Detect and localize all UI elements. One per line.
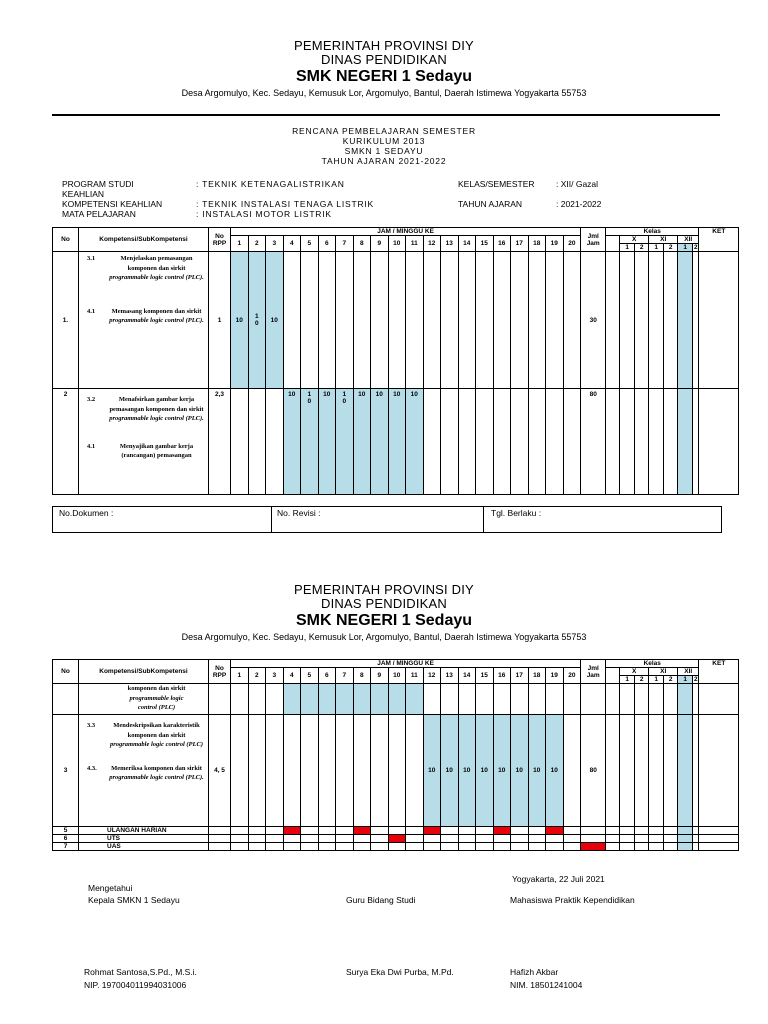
table-row <box>53 827 739 835</box>
sem: 1 <box>678 244 693 252</box>
week-13: 13 <box>441 236 459 252</box>
school-title: SMK NEGERI 1 Sedayu <box>295 68 473 85</box>
week-7: 7 <box>336 668 354 684</box>
week-15: 15 <box>476 668 494 684</box>
cell-w11: 10 <box>406 389 424 495</box>
week-10: 10 <box>388 668 406 684</box>
row-jml: 80 <box>581 389 606 495</box>
table-row <box>53 684 739 715</box>
cell-w17: 10 <box>511 715 529 827</box>
header-divider <box>52 114 720 116</box>
school-title-2: SMK NEGERI 1 Sedayu <box>295 612 473 629</box>
cell-w18: 10 <box>528 715 546 827</box>
sem: 1 <box>620 676 635 684</box>
week-1: 1 <box>231 236 249 252</box>
week-15: 15 <box>476 236 494 252</box>
col-jam: JAM / MINGGU KE <box>231 660 581 668</box>
table-row <box>53 389 739 495</box>
week-17: 17 <box>511 668 529 684</box>
plan-kurikulum: KURIKULUM 2013 <box>342 136 426 146</box>
week-16: 16 <box>493 668 511 684</box>
week-6: 6 <box>318 236 336 252</box>
row-rpp: 1 <box>209 252 231 389</box>
place-date: Yogyakarta, 22 Juli 2021 <box>512 874 605 884</box>
divider <box>483 507 484 532</box>
class-xii: XII <box>678 236 699 244</box>
class-xi: XI <box>649 236 678 244</box>
divider <box>271 507 272 532</box>
cell-w3: 10 <box>266 252 284 389</box>
program-label: PROGRAM STUDI <box>62 179 134 189</box>
kepala-name: Rohmat Santosa,S.Pd., M.S.i. <box>84 967 197 977</box>
cell-w1: 10 <box>231 252 249 389</box>
sem: 2 <box>664 244 678 252</box>
week-11: 11 <box>406 668 424 684</box>
cell-w14: 10 <box>458 715 476 827</box>
document-footer <box>52 506 722 533</box>
week-19: 19 <box>546 236 564 252</box>
row-komp: komponen dan sirkit programmable logic control (PLC) <box>79 684 209 715</box>
sem: 1 <box>678 676 693 684</box>
no-dokumen: No.Dokumen : <box>59 508 114 518</box>
plan-title: RENCANA PEMBELAJARAN SEMESTER <box>292 126 476 136</box>
table-row <box>53 715 739 827</box>
col-no: No <box>53 660 79 684</box>
mapel-value: : INSTALASI MOTOR LISTRIK <box>196 209 332 219</box>
sem: 1 <box>649 244 664 252</box>
sem: 1 <box>649 676 664 684</box>
no-revisi: No. Revisi : <box>277 508 321 518</box>
row-no: 7 <box>53 843 79 851</box>
sem: 2 <box>635 244 649 252</box>
mhs-name: Hafizh Akbar <box>510 967 559 977</box>
gov-title-2: PEMERINTAH PROVINSI DIY <box>294 582 474 597</box>
class-x: X <box>620 668 649 676</box>
row-rpp: 4, 5 <box>209 715 231 827</box>
col-ket: KET <box>699 660 739 684</box>
row-komp: 3.3 Mendeskripsikan karakteristik komponen dan sirkit programmable logic control (PLC) 4.3. Memeriksa komponen dan sirkit programmable logic control (PLC). <box>79 715 209 827</box>
row-no: 3 <box>53 715 79 827</box>
mahasiswa-title: Mahasiswa Praktik Kependidikan <box>510 895 635 905</box>
cell-w7: 1 0 <box>336 389 354 495</box>
col-ket: KET <box>699 228 739 252</box>
tahun-label: TAHUN AJARAN <box>458 199 523 209</box>
week-4: 4 <box>283 668 301 684</box>
dept-title: DINAS PENDIDIKAN <box>320 52 447 67</box>
week-19: 19 <box>546 668 564 684</box>
week-5: 5 <box>301 236 319 252</box>
row-label: UTS <box>79 835 209 843</box>
sem: 2 <box>693 244 698 251</box>
week-3: 3 <box>266 236 284 252</box>
row-jml: 80 <box>581 715 606 827</box>
row-komp: 3.1 Menjelaskan pemasangan komponen dan sirkit programmable logic control (PLC). 4.1 Memasang komponen dan sirkit programmable logic control (PLC). <box>79 252 209 389</box>
row-jml: 30 <box>581 252 606 389</box>
col-kelas: Kelas <box>606 228 699 236</box>
mapel-label: MATA PELAJARAN <box>62 209 136 219</box>
sem: 2 <box>664 676 678 684</box>
class-xi: XI <box>649 668 678 676</box>
plan-year: TAHUN AJARAN 2021-2022 <box>321 156 447 166</box>
gov-title: PEMERINTAH PROVINSI DIY <box>294 38 474 53</box>
schedule-table-page2 <box>52 659 739 851</box>
col-komp: Kompetensi/SubKompetensi <box>79 228 209 252</box>
cell-w9: 10 <box>371 389 389 495</box>
week-14: 14 <box>458 236 476 252</box>
sem: 2 <box>635 676 649 684</box>
week-2: 2 <box>248 236 266 252</box>
tgl-berlaku: Tgl. Berlaku : <box>491 508 542 518</box>
col-jml: Jml Jam <box>581 660 606 684</box>
table-row <box>53 843 739 851</box>
row-rpp: 2,3 <box>209 389 231 495</box>
cell-w10: 10 <box>388 389 406 495</box>
row-no: 1. <box>53 252 79 389</box>
class-x: X <box>620 236 649 244</box>
table-row <box>53 252 739 389</box>
col-rpp: No RPP <box>209 228 231 252</box>
guru-title: Guru Bidang Studi <box>346 895 416 905</box>
row-label: ULANGAN HARIAN <box>79 827 209 835</box>
week-8: 8 <box>353 668 371 684</box>
row-label: UAS <box>79 843 209 851</box>
week-8: 8 <box>353 236 371 252</box>
week-20: 20 <box>563 668 581 684</box>
tahun-value: : 2021-2022 <box>556 199 602 209</box>
cell-w8: 10 <box>353 389 371 495</box>
schedule-table-page1 <box>52 227 739 495</box>
plan-school: SMKN 1 SEDAYU <box>344 146 424 156</box>
school-address: Desa Argomulyo, Kec. Sedayu, Kemusuk Lor, Argomulyo, Bantul, Daerah Istimewa Yogyakarta 55753 <box>181 88 587 98</box>
week-2: 2 <box>248 668 266 684</box>
table-row <box>53 835 739 843</box>
week-1: 1 <box>231 668 249 684</box>
week-6: 6 <box>318 668 336 684</box>
sem: 1 <box>620 244 635 252</box>
cell-w12: 10 <box>423 715 441 827</box>
week-11: 11 <box>406 236 424 252</box>
dept-title-2: DINAS PENDIDIKAN <box>320 596 447 611</box>
col-jam: JAM / MINGGU KE <box>231 228 581 236</box>
class-xii: XII <box>678 668 699 676</box>
program-label-2: KEAHLIAN <box>62 189 105 199</box>
week-12: 12 <box>423 668 441 684</box>
row-no: 2 <box>53 389 79 495</box>
sem: 2 <box>693 676 698 683</box>
week-5: 5 <box>301 668 319 684</box>
kompetensi-label: KOMPETENSI KEAHLIAN <box>62 199 163 209</box>
week-20: 20 <box>563 236 581 252</box>
col-no: No <box>53 228 79 252</box>
kepala-nip: NIP. 197004011994031006 <box>84 980 187 990</box>
cell-w6: 10 <box>318 389 336 495</box>
row-komp: 3.2 Menafsirkan gambar kerja pemasangan komponen dan sirkit programmable logic control (PLC). 4.1 Menyajikan gambar kerja (rancangan) pemasangan <box>79 389 209 495</box>
week-12: 12 <box>423 236 441 252</box>
week-9: 9 <box>371 236 389 252</box>
row-no: 5 <box>53 827 79 835</box>
mhs-nim: NIM. 18501241004 <box>510 980 583 990</box>
week-13: 13 <box>441 668 459 684</box>
week-3: 3 <box>266 668 284 684</box>
kelas-value: : XII/ Gazal <box>556 179 599 189</box>
cell-w13: 10 <box>441 715 459 827</box>
school-address-2: Desa Argomulyo, Kec. Sedayu, Kemusuk Lor, Argomulyo, Bantul, Daerah Istimewa Yogyakarta 55753 <box>181 632 587 642</box>
kepala-title: Kepala SMKN 1 Sedayu <box>88 895 180 905</box>
week-16: 16 <box>493 236 511 252</box>
week-10: 10 <box>388 236 406 252</box>
week-17: 17 <box>511 236 529 252</box>
col-kelas: Kelas <box>606 660 699 668</box>
guru-name: Surya Eka Dwi Purba, M.Pd. <box>346 967 454 977</box>
kompetensi-value: : TEKNIK INSTALASI TENAGA LISTRIK <box>196 199 375 209</box>
week-4: 4 <box>283 236 301 252</box>
cell-w4: 10 <box>283 389 301 495</box>
kelas-label: KELAS/SEMESTER <box>458 179 535 189</box>
cell-w2: 1 0 <box>248 252 266 389</box>
mengetahui: Mengetahui <box>88 883 133 893</box>
program-value: : TEKNIK KETENAGALISTRIKAN <box>196 179 345 189</box>
week-9: 9 <box>371 668 389 684</box>
col-komp: Kompetensi/SubKompetensi <box>79 660 209 684</box>
cell-w19: 10 <box>546 715 564 827</box>
week-18: 18 <box>528 236 546 252</box>
week-18: 18 <box>528 668 546 684</box>
week-14: 14 <box>458 668 476 684</box>
cell-w16: 10 <box>493 715 511 827</box>
cell-w5: 1 0 <box>301 389 319 495</box>
col-jml: Jml Jam <box>581 228 606 252</box>
week-7: 7 <box>336 236 354 252</box>
col-rpp: No RPP <box>209 660 231 684</box>
cell-w15: 10 <box>476 715 494 827</box>
row-no: 6 <box>53 835 79 843</box>
